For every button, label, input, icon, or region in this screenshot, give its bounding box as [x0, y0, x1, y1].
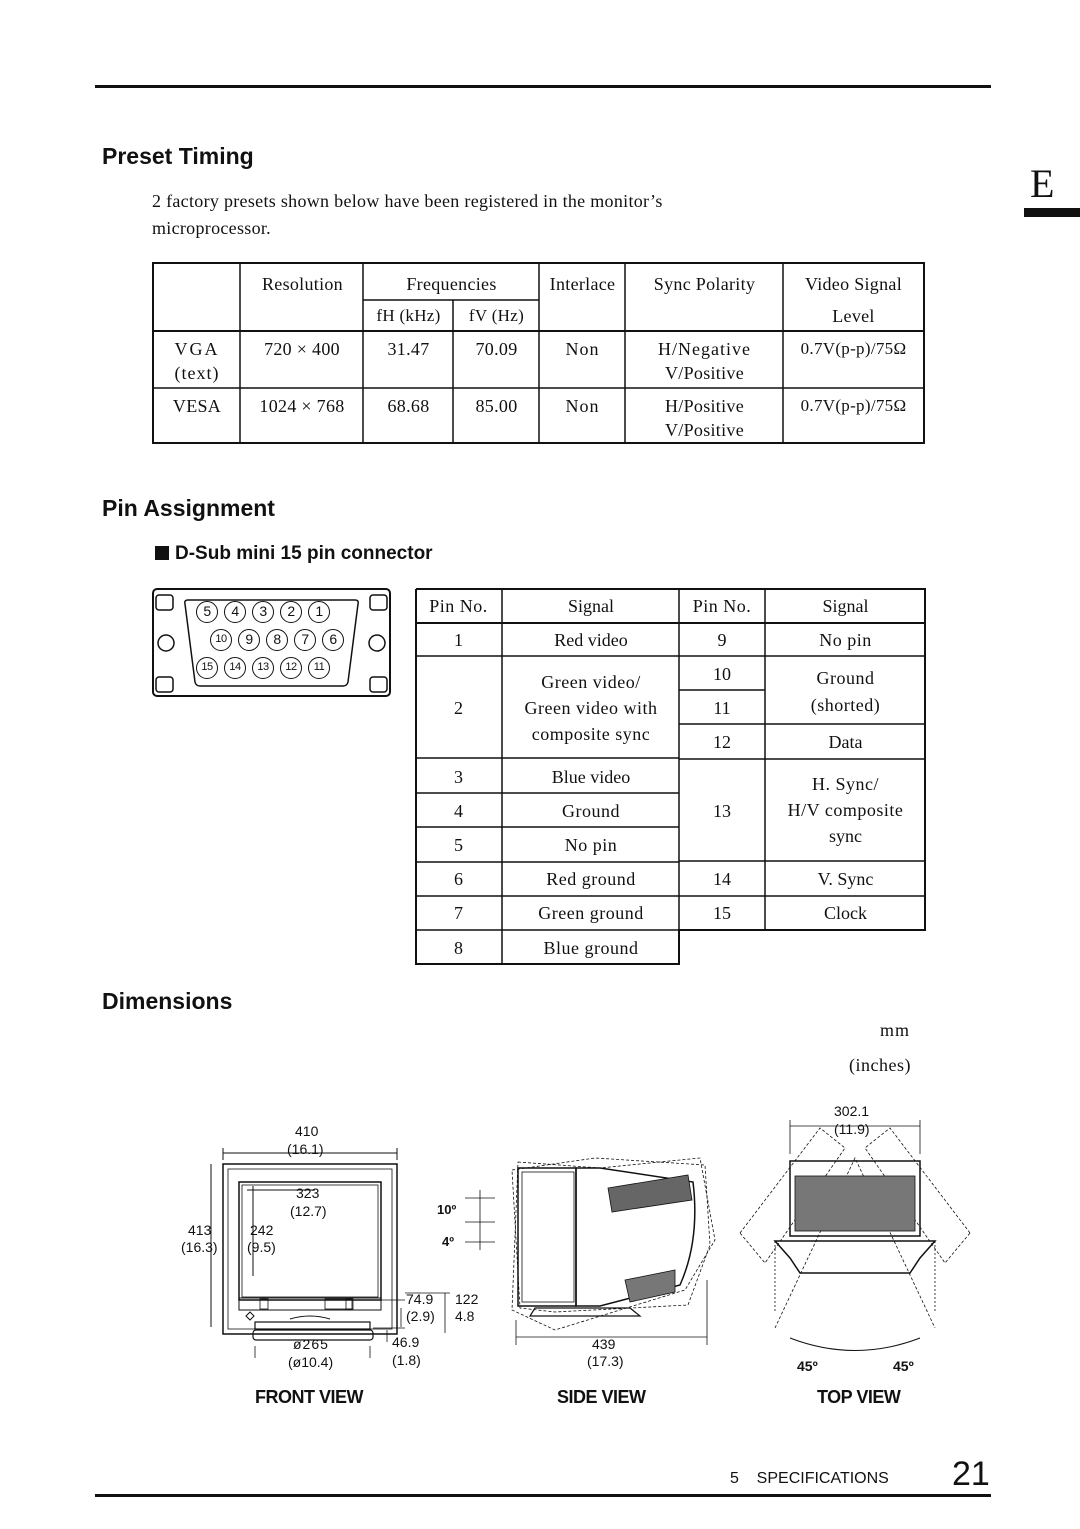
pin-number: 3 — [454, 767, 463, 787]
header-video-signal: Video Signal — [804, 274, 902, 294]
row-mode-sub: (text) — [174, 363, 220, 383]
pin-number: 8 — [454, 938, 463, 958]
pin-number: 13 — [713, 801, 731, 821]
header-frequencies: Frequencies — [406, 274, 497, 294]
row-sync-v: V/Positive — [664, 363, 744, 383]
row-level: 0.7V(p-p)/75Ω — [800, 396, 907, 415]
side-offset: 122 — [455, 1291, 479, 1307]
side-offset-in: 4.8 — [455, 1308, 475, 1324]
col-pin-header: Pin No. — [429, 596, 488, 616]
col-pin-header: Pin No. — [692, 596, 752, 616]
screen-width-in: (12.7) — [290, 1203, 327, 1219]
header-resolution: Resolution — [261, 274, 343, 294]
preset-intro-line2: microprocessor. — [152, 218, 271, 238]
language-tab — [1024, 160, 1080, 220]
page-number: 21 — [952, 1455, 990, 1493]
base-height: 74.9 — [406, 1291, 434, 1307]
pin-number: 1 — [454, 630, 463, 650]
base-depth: 46.9 — [392, 1334, 420, 1350]
pin-table — [415, 588, 926, 966]
header-level: Level — [832, 306, 875, 326]
pin-signal: No pin — [819, 630, 872, 650]
base-height-in: (2.9) — [406, 1308, 435, 1324]
connector-pin: 14 — [224, 657, 246, 679]
pin-number: 4 — [454, 801, 463, 821]
side-depth: 439 — [592, 1336, 616, 1352]
footer-section: 5 SPECIFICATIONS — [730, 1470, 889, 1487]
row-fv: 85.00 — [475, 396, 518, 416]
connector-pin: 7 — [294, 629, 316, 651]
side-view-drawing — [430, 1130, 720, 1380]
header-fv: fV (Hz) — [468, 306, 525, 325]
front-width-in: (16.1) — [287, 1141, 324, 1157]
top-width: 302.1 — [834, 1103, 870, 1119]
row-fv: 70.09 — [475, 339, 518, 359]
col-signal-header: Signal — [822, 596, 869, 616]
header-sync-polarity: Sync Polarity — [653, 274, 756, 294]
connector-pin: 15 — [196, 657, 218, 679]
pin-signal: Red ground — [546, 869, 636, 889]
top-width-in: (11.9) — [834, 1121, 870, 1137]
top-rule — [95, 85, 991, 88]
pin-number: 6 — [454, 869, 463, 889]
row-sync-h: H/Negative — [658, 339, 751, 359]
pin-number: 14 — [713, 869, 731, 889]
pin-signal: H. Sync/ — [812, 774, 879, 794]
connector-pin: 13 — [252, 657, 274, 679]
preset-timing-heading: Preset Timing — [102, 143, 254, 169]
connector-pin: 12 — [280, 657, 302, 679]
swivel-left: 45º — [797, 1358, 818, 1374]
header-interlace: Interlace — [549, 274, 616, 294]
pin-signal: Data — [828, 732, 863, 752]
connector-pin: 2 — [280, 601, 302, 623]
unit-inches: (inches) — [849, 1055, 911, 1075]
tilt-down: 4º — [442, 1234, 454, 1249]
row-mode: VESA — [172, 396, 222, 416]
pin-number: 10 — [713, 664, 731, 684]
connector-pin: 4 — [224, 601, 246, 623]
connector-pin: 10 — [210, 629, 232, 651]
row-resolution: 720 × 400 — [264, 339, 340, 359]
pin-signal: Blue ground — [543, 938, 639, 958]
connector-pin: 1 — [308, 601, 330, 623]
bottom-rule — [95, 1494, 991, 1497]
pin-signal: H/V composite — [787, 800, 904, 820]
square-bullet-icon — [155, 546, 169, 560]
side-depth-in: (17.3) — [587, 1353, 624, 1369]
connector-pin: 11 — [308, 657, 330, 679]
unit-mm: mm — [880, 1020, 911, 1040]
screen-height-in: (9.5) — [247, 1239, 276, 1255]
connector-pin: 8 — [266, 629, 288, 651]
connector-pin: 3 — [252, 601, 274, 623]
pin-signal: Green video with — [524, 698, 658, 718]
pin-number: 11 — [713, 698, 731, 718]
row-resolution: 1024 × 768 — [259, 396, 345, 416]
row-fh: 31.47 — [387, 339, 430, 359]
connector-diagram — [152, 588, 392, 698]
pin-signal: Red video — [554, 630, 628, 650]
top-view-label: TOP VIEW — [817, 1387, 901, 1407]
row-mode: VGA — [174, 339, 220, 359]
language-tab-letter: E — [1030, 161, 1055, 206]
base-depth-in: (1.8) — [392, 1352, 421, 1368]
pin-signal: Green ground — [538, 903, 644, 923]
row-sync-v: V/Positive — [664, 420, 744, 440]
connector-pin: 9 — [238, 629, 260, 651]
row-sync-h: H/Positive — [664, 396, 744, 416]
row-interlace: Non — [565, 339, 600, 359]
pin-signal: Ground — [816, 668, 875, 688]
row-fh: 68.68 — [387, 396, 430, 416]
pin-number: 15 — [713, 903, 731, 923]
screen-height: 242 — [250, 1222, 274, 1238]
row-interlace: Non — [565, 396, 600, 416]
stand-diameter: ø265 — [293, 1336, 329, 1352]
pin-signal: Ground — [562, 801, 620, 821]
front-height: 413 — [188, 1222, 212, 1238]
pin-signal: Blue video — [551, 767, 631, 787]
stand-diameter-in: (ø10.4) — [288, 1354, 334, 1370]
pin-assignment-heading: Pin Assignment — [102, 495, 275, 521]
top-view-drawing — [735, 1098, 975, 1383]
connector-pin: 5 — [196, 601, 218, 623]
pin-number: 9 — [717, 630, 727, 650]
col-signal-header: Signal — [567, 596, 614, 616]
pin-signal: Clock — [824, 903, 867, 923]
pin-number: 5 — [454, 835, 463, 855]
pin-number: 2 — [454, 698, 463, 718]
preset-intro-line1: 2 factory presets shown below have been registered in the monitor’s — [152, 191, 663, 211]
pin-signal: sync — [829, 826, 862, 846]
side-view-label: SIDE VIEW — [557, 1387, 646, 1407]
swivel-right: 45º — [893, 1358, 914, 1374]
pin-signal: Green video/ — [541, 672, 641, 692]
row-level: 0.7V(p-p)/75Ω — [800, 339, 907, 358]
preset-table — [152, 262, 925, 444]
connector-pin: 6 — [322, 629, 344, 651]
screen-width: 323 — [296, 1185, 320, 1201]
front-view-label: FRONT VIEW — [255, 1387, 363, 1407]
pin-signal: (shorted) — [810, 695, 881, 715]
dimensions-heading: Dimensions — [102, 988, 233, 1014]
tilt-up: 10º — [437, 1202, 457, 1217]
front-width: 410 — [295, 1123, 319, 1139]
pin-signal: No pin — [564, 835, 618, 855]
pin-number: 7 — [454, 903, 463, 923]
pin-signal: composite sync — [531, 724, 651, 744]
header-fh: fH (kHz) — [376, 306, 441, 325]
front-height-in: (16.3) — [181, 1239, 218, 1255]
connector-subheading: D-Sub mini 15 pin connector — [155, 543, 433, 565]
pin-number: 12 — [713, 732, 731, 752]
pin-signal: V. Sync — [817, 869, 874, 889]
